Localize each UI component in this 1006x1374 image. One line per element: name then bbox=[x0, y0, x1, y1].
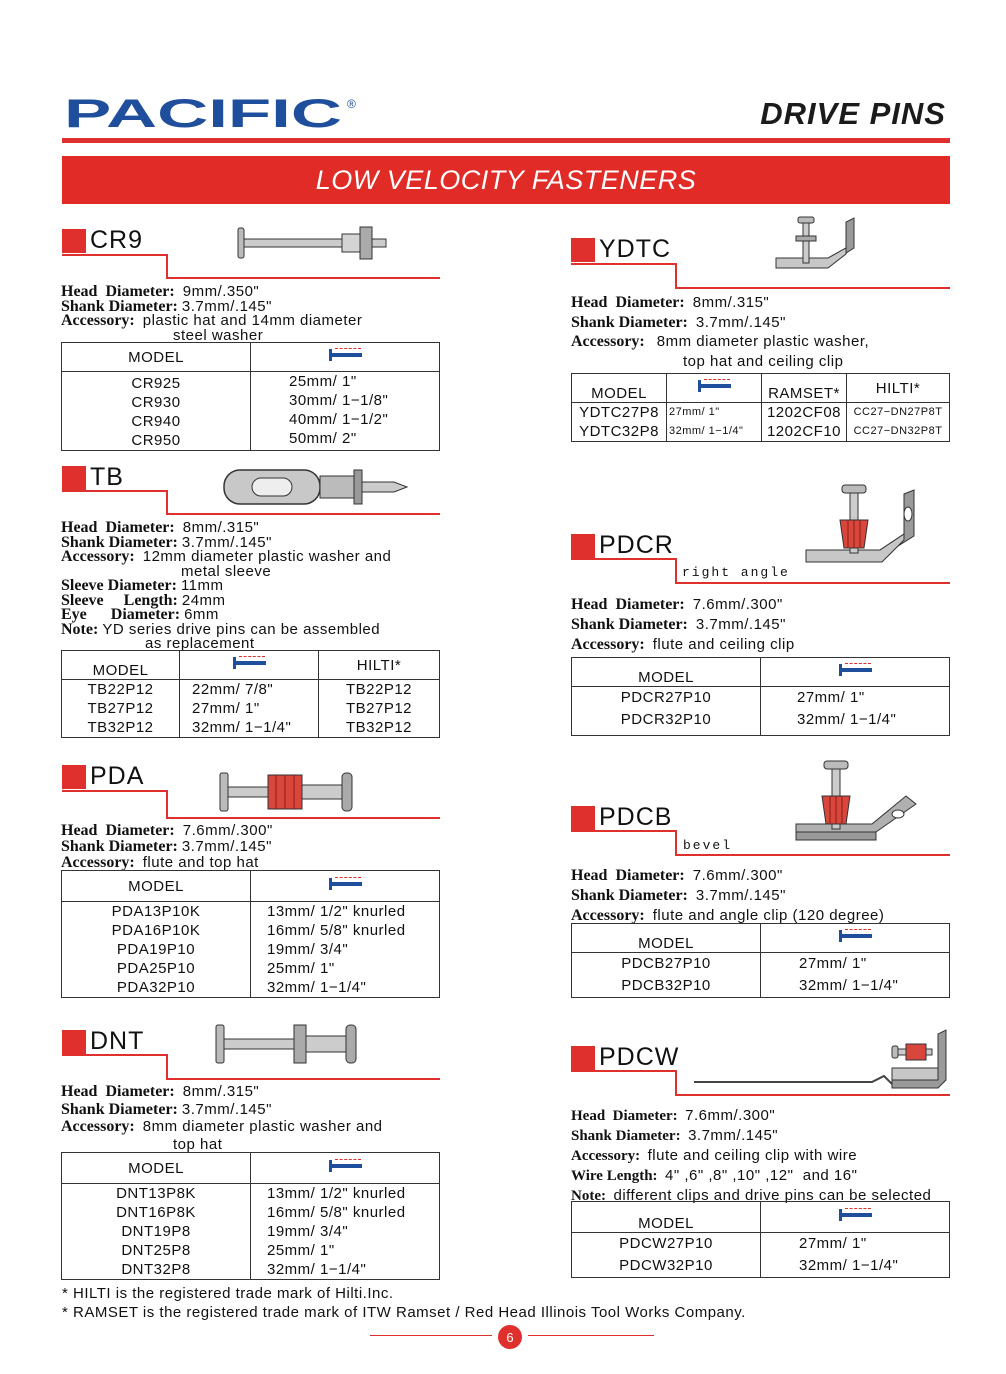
tb-specs: Head Diameter: 8mm/.315" Shank Diameter: 3.7mm/.145" Accessory: 12mm diameter plastic washer and metal sleeve Sleeve Diameter: 11mm Sleeve Length: 24mm Eye Diameter: 6mm Note: YD series drive pins can be assembled as replacement bbox=[61, 519, 392, 652]
ydtc-clip-image bbox=[772, 214, 858, 289]
cr9-title bbox=[62, 226, 143, 255]
header-rule bbox=[62, 138, 950, 143]
red-square-icon bbox=[571, 1046, 595, 1070]
pacific-logo bbox=[64, 94, 364, 134]
cr9-lengths: 25mm/ 1" 30mm/ 1−1/8" 40mm/ 1−1/2" 50mm/ 2" bbox=[251, 372, 440, 451]
pdcr-lengths: 27mm/ 1" 32mm/ 1−1/4" bbox=[761, 687, 950, 736]
pdcr-specs: Head Diameter: 7.6mm/.300" Shank Diameter: 3.7mm/.145" Accessory: flute and ceiling clip bbox=[571, 596, 795, 653]
ydtc-models: YDTC27P8 YDTC32P8 bbox=[572, 403, 667, 442]
dnt-specs: Head Diameter: 8mm/.315" Shank Diameter: 3.7mm/.145" Accessory: 8mm diameter plastic washer and top hat bbox=[61, 1083, 383, 1153]
pin-length-icon bbox=[696, 379, 732, 393]
divider bbox=[571, 830, 677, 832]
pdcw-clip-image bbox=[692, 1024, 948, 1099]
red-square-icon bbox=[571, 534, 595, 558]
col-model: MODEL bbox=[62, 651, 180, 680]
col-length bbox=[761, 1202, 950, 1233]
pdcw-models: PDCW27P10 PDCW32P10 bbox=[572, 1233, 761, 1278]
col-length bbox=[251, 1153, 440, 1184]
registered-mark: ® bbox=[347, 97, 356, 111]
divider bbox=[675, 830, 677, 855]
divider bbox=[166, 1054, 168, 1079]
tb-table bbox=[61, 650, 440, 738]
divider bbox=[166, 254, 168, 278]
pin-length-icon bbox=[327, 1159, 363, 1173]
footnote-hilti: * HILTI is the registered trade mark of Hilti.Inc. bbox=[62, 1285, 394, 1302]
col-hilti: HILTI* bbox=[319, 651, 440, 680]
footer-rule-left bbox=[370, 1335, 492, 1336]
col-model: MODEL bbox=[572, 374, 667, 403]
cr9-table bbox=[61, 342, 440, 451]
divider bbox=[62, 790, 168, 792]
cr9-specs: Head Diameter: 9mm/.350" Shank Diameter: 3.7mm/.145" Accessory: plastic hat and 14mm diameter steel washer bbox=[61, 283, 363, 344]
divider bbox=[62, 254, 168, 256]
divider bbox=[675, 263, 677, 288]
divider bbox=[166, 490, 168, 514]
pda-lengths: 13mm/ 1/2" knurled 16mm/ 5/8" knurled 19mm/ 3/4" 25mm/ 1" 32mm/ 1−1/4" bbox=[251, 902, 440, 998]
col-model: MODEL bbox=[572, 924, 761, 953]
divider bbox=[675, 1070, 677, 1095]
pda-table bbox=[61, 870, 440, 998]
col-ramset: RAMSET* bbox=[762, 374, 847, 403]
pdcb-sub-label: bevel bbox=[683, 838, 733, 853]
col-length bbox=[667, 374, 762, 403]
cr9-pin-image bbox=[236, 225, 396, 270]
ydtc-lengths: 27mm/ 1" 32mm/ 1−1/4" bbox=[667, 403, 762, 442]
pda-specs: Head Diameter: 7.6mm/.300" Shank Diameter: 3.7mm/.145" Accessory: flute and top hat bbox=[61, 822, 273, 871]
pdcr-clip-image bbox=[804, 482, 920, 579]
ydtc-title: YDTC bbox=[571, 235, 671, 264]
pdcb-models: PDCB27P10 PDCB32P10 bbox=[572, 953, 761, 998]
page-title: DRIVE PINS bbox=[760, 96, 946, 131]
pdcb-clip-image bbox=[794, 758, 920, 855]
dnt-lengths: 13mm/ 1/2" knurled 16mm/ 5/8" knurled 19mm/ 3/4" 25mm/ 1" 32mm/ 1−1/4" bbox=[251, 1184, 440, 1280]
ydtc-table bbox=[571, 373, 950, 442]
col-length bbox=[251, 871, 440, 902]
col-length bbox=[761, 658, 950, 687]
col-model: MODEL bbox=[62, 343, 251, 372]
col-model: MODEL bbox=[572, 658, 761, 687]
pin-length-icon bbox=[327, 348, 363, 362]
red-square-icon bbox=[571, 806, 595, 830]
footnote-ramset: * RAMSET is the registered trade mark of ITW Ramset / Red Head Illinois Tool Works Company. bbox=[62, 1304, 746, 1321]
divider bbox=[571, 1070, 677, 1072]
ydtc-specs: Head Diameter: 8mm/.315" Shank Diameter: 3.7mm/.145" Accessory: 8mm diameter plastic washer, top hat and ceiling clip bbox=[571, 294, 870, 370]
red-square-icon bbox=[571, 238, 595, 262]
pin-length-icon bbox=[837, 929, 873, 943]
ydtc-ramset: 1202CF08 1202CF10 bbox=[762, 403, 847, 442]
divider bbox=[675, 558, 677, 583]
pdcw-lengths: 27mm/ 1" 32mm/ 1−1/4" bbox=[761, 1233, 950, 1278]
divider bbox=[675, 582, 950, 584]
logo-text: PACIFIC bbox=[64, 94, 342, 134]
dnt-models: DNT13P8K DNT16P8K DNT19P8 DNT25P8 DNT32P8 bbox=[62, 1184, 251, 1280]
dnt-table bbox=[61, 1152, 440, 1280]
col-model: MODEL bbox=[572, 1202, 761, 1233]
footer-rule-right bbox=[528, 1335, 654, 1336]
tb-lengths: 22mm/ 7/8" 27mm/ 1" 32mm/ 1−1/4" bbox=[180, 680, 319, 738]
tb-title: TB bbox=[62, 463, 124, 492]
col-length bbox=[251, 343, 440, 372]
pdcw-specs: Head Diameter: 7.6mm/.300" Shank Diameter: 3.7mm/.145" Accessory: flute and ceiling clip with wire Wire Length: 4" ,6" ,8" ,10" ,12" and 16" Note: different clips and drive pins can be selected bbox=[571, 1107, 932, 1204]
pdcr-title: PDCR bbox=[571, 531, 674, 560]
cr9-models: CR925 CR930 CR940 CR950 bbox=[62, 372, 251, 451]
tb-pin-image bbox=[222, 466, 412, 513]
pdcw-title: PDCW bbox=[571, 1043, 679, 1072]
divider bbox=[166, 790, 168, 818]
pda-models: PDA13P10K PDA16P10K PDA19P10 PDA25P10 PDA32P10 bbox=[62, 902, 251, 998]
divider bbox=[166, 513, 440, 515]
pda-title: PDA bbox=[62, 762, 144, 791]
pin-length-icon bbox=[837, 1208, 873, 1222]
pdcr-sub-label: right angle bbox=[682, 565, 790, 580]
pdcb-table bbox=[571, 923, 950, 998]
divider bbox=[166, 1078, 440, 1080]
col-hilti: HILTI* bbox=[847, 374, 950, 403]
dnt-pin-image bbox=[214, 1022, 358, 1071]
divider bbox=[62, 490, 168, 492]
pdcb-title: PDCB bbox=[571, 803, 672, 832]
section-banner: LOW VELOCITY FASTENERS bbox=[62, 156, 950, 204]
tb-models: TB22P12 TB27P12 TB32P12 bbox=[62, 680, 180, 738]
red-square-icon bbox=[62, 466, 86, 490]
divider bbox=[62, 1054, 168, 1056]
tb-hilti: TB22P12 TB27P12 TB32P12 bbox=[319, 680, 440, 738]
pdcw-table bbox=[571, 1201, 950, 1278]
divider bbox=[166, 277, 440, 279]
ydtc-hilti: CC27−DN27P8T CC27−DN32P8T bbox=[847, 403, 950, 442]
pdcr-table bbox=[571, 657, 950, 736]
cr9-name: CR9 bbox=[90, 226, 144, 254]
pin-length-icon bbox=[837, 663, 873, 677]
page-number: 6 bbox=[498, 1325, 522, 1349]
pda-pin-image bbox=[218, 770, 358, 821]
col-length bbox=[180, 651, 319, 680]
dnt-title: DNT bbox=[62, 1027, 144, 1056]
pin-length-icon bbox=[231, 656, 267, 670]
red-square-icon bbox=[62, 229, 86, 253]
red-square-icon bbox=[62, 765, 86, 789]
col-model: MODEL bbox=[62, 1153, 251, 1184]
divider bbox=[571, 263, 677, 265]
pdcb-specs: Head Diameter: 7.6mm/.300" Shank Diameter: 3.7mm/.145" Accessory: flute and angle clip (120 degree) bbox=[571, 867, 885, 924]
pin-length-icon bbox=[327, 877, 363, 891]
divider bbox=[571, 558, 677, 560]
col-model: MODEL bbox=[62, 871, 251, 902]
pdcb-lengths: 27mm/ 1" 32mm/ 1−1/4" bbox=[761, 953, 950, 998]
pdcr-models: PDCR27P10 PDCR32P10 bbox=[572, 687, 761, 736]
col-length bbox=[761, 924, 950, 953]
red-square-icon bbox=[62, 1030, 86, 1054]
